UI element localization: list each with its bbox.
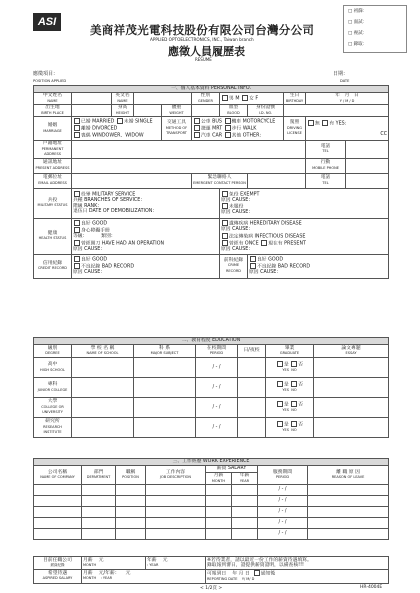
job-field[interactable] xyxy=(146,507,206,518)
annual-field[interactable] xyxy=(232,529,258,540)
label-tel: 電話 TEL xyxy=(306,141,346,159)
grad-no-checkbox[interactable] xyxy=(291,421,297,427)
thesis-field[interactable] xyxy=(314,418,389,438)
en-name-field[interactable] xyxy=(134,93,192,105)
monthly-field[interactable] xyxy=(206,518,232,529)
label-blood: 血型 BLOOD xyxy=(220,105,248,117)
pos-field[interactable] xyxy=(116,485,146,496)
weight-field[interactable] xyxy=(192,105,220,117)
work-company-header: 公司名稱 NAME OF COMPANY xyxy=(34,466,82,485)
grad-yes-checkbox[interactable] xyxy=(277,361,283,367)
table-row xyxy=(34,378,389,398)
job-field[interactable] xyxy=(146,529,206,540)
date-label-en: DATE xyxy=(340,79,350,83)
height-field[interactable] xyxy=(134,105,162,117)
label-mobile: 行動 MOBILE PHONE xyxy=(306,158,346,173)
health-good-checkbox[interactable] xyxy=(74,220,80,226)
company-name-cn: 美商祥茂光電科技股份有限公司台灣分公司 xyxy=(90,23,315,37)
widow-checkbox[interactable] xyxy=(74,132,80,138)
grad-no-checkbox[interactable] xyxy=(291,381,297,387)
label-gender: 性別 GENDER xyxy=(192,93,220,105)
name-field[interactable] xyxy=(72,93,112,105)
other-transport-checkbox[interactable] xyxy=(225,132,231,138)
monthly-field[interactable] xyxy=(206,485,232,496)
school-field[interactable] xyxy=(72,418,134,438)
label-emergency: 緊急聯絡人 EMERGENT CONTACT PERSON xyxy=(192,173,248,188)
hereditary-checkbox[interactable] xyxy=(222,220,228,226)
grad-yes-checkbox[interactable] xyxy=(277,401,283,407)
company-logo: ASI xyxy=(33,13,61,31)
daynight-field[interactable] xyxy=(238,358,266,378)
label-health: 健康 HEALTH STATUS xyxy=(34,218,72,254)
label-name: 中文姓名 NAME xyxy=(34,93,72,105)
current-month-salary[interactable]: 月薪 元 MONTH xyxy=(82,557,146,570)
work-job-header: 工作內容 JOB DESCRIPTION xyxy=(146,466,206,485)
work-pos-header: 職稱 POSITION xyxy=(116,466,146,485)
form-title: 應徵人員履歷表 xyxy=(168,45,245,58)
credit-good-checkbox[interactable] xyxy=(74,256,80,262)
work-dept-header: 部門 DEPARTMENT xyxy=(82,466,116,485)
company-field[interactable] xyxy=(34,485,82,496)
position-label-en: POSITION APPLIED xyxy=(33,79,67,83)
credit-bad-checkbox[interactable] xyxy=(74,263,80,269)
birthday-field[interactable]: 年 月 日 Y / M / D xyxy=(306,93,389,105)
reason-field[interactable] xyxy=(308,518,389,529)
thesis-field[interactable] xyxy=(314,378,389,398)
served-checkbox[interactable] xyxy=(74,191,80,197)
reason-field[interactable] xyxy=(308,529,389,540)
edu-period-header: 在校期間 PERIOD xyxy=(196,345,238,358)
annual-field[interactable] xyxy=(232,507,258,518)
form-code: HR-4004E xyxy=(360,585,383,590)
military-served[interactable]: 役畢 MILITARY SERVICE 兵種 BRANCHES OF SERVICE： 階級 RANK： 退伍日 DATE OF DEMOBILIZATION： xyxy=(72,188,220,218)
label-id: 身份證號 I.D. NO. xyxy=(248,105,284,117)
major-field[interactable] xyxy=(134,358,196,378)
company-name-en: APPLIED OPTOELECTRONICS, INC., Taiwan branch xyxy=(150,37,254,42)
period-field[interactable]: / - / xyxy=(196,418,238,438)
salary-notes: ※若待業者，請以最近一份工作的薪資待遇填寫。 錄取報到審日，證提供薪資證明，以備查核!!! xyxy=(206,557,389,570)
health-right[interactable]: 遺傳疾病 HEREDITARY DISEASE 原因 CAUSE： 法定傳染病 INFECTIOUS DISEASE 曾經有 ONCE 現在有 PRESENT 原因 CAUSE： xyxy=(220,218,389,254)
table-row xyxy=(34,518,389,529)
work-period-field[interactable]: / - / xyxy=(258,496,308,507)
work-annual-header: 年薪 YEAR xyxy=(232,473,258,485)
walk-checkbox[interactable] xyxy=(225,125,231,131)
mrt-checkbox[interactable] xyxy=(194,125,200,131)
label-birthplace: 出生地 BIRTH PLACE xyxy=(34,105,72,117)
review-initial: □ 初篩： xyxy=(348,9,368,14)
credit-options[interactable]: 良好 GOOD 不良紀錄 BAD RECORD 原因 CAUSE： xyxy=(72,254,220,278)
work-monthly-header: 月薪 MONTH xyxy=(206,473,232,485)
grad-options[interactable]: 是 否 YES NO xyxy=(266,398,314,418)
crime-bad-checkbox[interactable] xyxy=(250,263,256,269)
male-checkbox[interactable] xyxy=(222,95,228,101)
label-height: 身高 HEIGHT xyxy=(112,105,134,117)
exempt-checkbox[interactable] xyxy=(222,191,228,197)
handicap-checkbox[interactable] xyxy=(74,227,80,233)
dept-field[interactable] xyxy=(82,518,116,529)
present-checkbox[interactable] xyxy=(261,240,267,246)
school-field[interactable] xyxy=(72,358,134,378)
table-row xyxy=(34,496,389,507)
pos-field[interactable] xyxy=(116,496,146,507)
edu-level-cell: 研究所 RESEARCH INSTITUTE xyxy=(34,418,72,438)
edu-level-cell: 專科 JUNIOR COLLEGE xyxy=(34,378,72,398)
label-weight: 體重 WEIGHT xyxy=(162,105,192,117)
dept-field[interactable] xyxy=(82,485,116,496)
crime-good-checkbox[interactable] xyxy=(250,256,256,262)
position-label: 應徵項目： xyxy=(33,71,59,77)
work-experience-table xyxy=(33,458,389,540)
thesis-field[interactable] xyxy=(314,398,389,418)
education-table xyxy=(33,337,389,438)
pos-field[interactable] xyxy=(116,507,146,518)
once-checkbox[interactable] xyxy=(222,240,228,246)
aspired-salary-field[interactable]: 月薪 元/年薪： 元 MONTH : YEAR xyxy=(82,570,206,584)
label-present-address: 通訊地址 PRESENT ADDRESS xyxy=(34,158,72,173)
annual-field[interactable] xyxy=(232,496,258,507)
work-reason-header: 離 職 原 因 REASON OF LEAVE xyxy=(308,466,389,485)
annual-field[interactable] xyxy=(232,485,258,496)
monthly-field[interactable] xyxy=(206,507,232,518)
company-field[interactable] xyxy=(34,518,82,529)
gender-options[interactable]: 男 M 女 F xyxy=(220,93,284,105)
work-period-header: 服務期間 PERIOD xyxy=(258,466,308,485)
label-current-salary: 目前任職公司 薪資紀錄 xyxy=(34,557,82,570)
edu-level-cell: 高中 HIGH SCHOOL xyxy=(34,358,72,378)
edu-level-cell: 大學 COLLEGE OR UNIVERSITY xyxy=(34,398,72,418)
company-field[interactable] xyxy=(34,529,82,540)
company-field[interactable] xyxy=(34,496,82,507)
dept-field[interactable] xyxy=(82,529,116,540)
bus-checkbox[interactable] xyxy=(194,118,200,124)
edu-degree-header: 級別 DEGREE xyxy=(34,345,72,358)
label-email: 電郵位址 EMAIL ADDRESS xyxy=(34,173,72,188)
notify-checkbox[interactable] xyxy=(254,570,260,576)
work-period-field[interactable]: / - / xyxy=(258,529,308,540)
school-field[interactable] xyxy=(72,398,134,418)
grad-options[interactable]: 是 否 YES NO xyxy=(266,358,314,378)
surgery-checkbox[interactable] xyxy=(74,240,80,246)
emergency-tel-field[interactable] xyxy=(346,173,389,188)
label-aspired: 希望待遇 ASPIRED SALARY xyxy=(34,570,82,584)
label-perm-address: 戶籍地址 PERMANENT ADDRESS xyxy=(34,141,72,159)
daynight-field[interactable] xyxy=(238,398,266,418)
major-field[interactable] xyxy=(134,418,196,438)
page-number: < 1/2頁 > xyxy=(200,586,223,591)
label-license: 駕照 DRIVING LICENSE xyxy=(284,117,306,141)
daynight-field[interactable] xyxy=(238,378,266,398)
period-field[interactable]: / - / xyxy=(196,358,238,378)
grad-yes-checkbox[interactable] xyxy=(277,421,283,427)
label-crime: 前科紀錄 CRIME RECORD xyxy=(220,254,248,278)
company-field[interactable] xyxy=(34,507,82,518)
table-row xyxy=(34,418,389,438)
label-credit: 信用紀錄 CREDIT RECORD xyxy=(34,254,72,278)
grad-options[interactable]: 是 否 YES NO xyxy=(266,378,314,398)
personal-info-table xyxy=(33,85,389,279)
date-label: 日期： xyxy=(333,71,349,77)
edu-grad-header: 畢業 GRADUATE xyxy=(266,345,314,358)
edu-daynight-header: 日/夜校 xyxy=(238,345,266,358)
grad-options[interactable]: 是 否 YES NO xyxy=(266,418,314,438)
work-period-field[interactable]: / - / xyxy=(258,485,308,496)
military-exempt[interactable]: 免役 EXEMPT 原因 CAUSE： 未服役 原因 CAUSE： xyxy=(220,188,389,218)
single-checkbox[interactable] xyxy=(117,118,123,124)
report-date-field[interactable]: 可報到日 年 月 日 通知後 REPORTING DATE Y/ M/ D xyxy=(206,570,389,584)
not-served-checkbox[interactable] xyxy=(222,203,228,209)
school-field[interactable] xyxy=(72,378,134,398)
reason-field[interactable] xyxy=(308,507,389,518)
major-field[interactable] xyxy=(134,378,196,398)
label-marriage: 婚姻 MARRIAGE xyxy=(34,117,72,141)
job-field[interactable] xyxy=(146,518,206,529)
form-title-en: RESUME xyxy=(195,57,212,62)
table-row xyxy=(34,507,389,518)
perm-address-field[interactable] xyxy=(72,141,306,159)
review-second: □ 複試： xyxy=(348,31,368,36)
period-field[interactable]: / - / xyxy=(196,378,238,398)
section-education-title: 二、教育程度 EDUCATION xyxy=(34,338,389,345)
dept-field[interactable] xyxy=(82,507,116,518)
section-work-title: 三、工作經歷 WORK EXPERIENCE xyxy=(34,459,389,466)
period-field[interactable]: / - / xyxy=(196,398,238,418)
license-options[interactable]: 無 有 YES： CC xyxy=(306,117,389,141)
id-field[interactable] xyxy=(284,105,389,117)
edu-thesis-header: 論文專題 ESSAY xyxy=(314,345,389,358)
marriage-options[interactable]: 已婚 MARRIED 未婚 SINGLE 離婚 DIVORCED 喪偶 WINDOWER、WIDOW xyxy=(72,117,162,141)
label-military: 兵役 MILITARY STATUS xyxy=(34,188,72,218)
transport-options[interactable]: 公車 BUS 機車 MOTORCYCLE 捷運 MRT 步行 WALK 汽車 CAR 其他 OTHER： xyxy=(192,117,284,141)
table-row xyxy=(34,398,389,418)
salary-table xyxy=(33,556,389,584)
edu-school-header: 學 校 名 稱 NAME OF SCHOOL xyxy=(72,345,134,358)
present-address-field[interactable] xyxy=(72,158,306,173)
annual-field[interactable] xyxy=(232,518,258,529)
pos-field[interactable] xyxy=(116,518,146,529)
label-transport: 交通工具 METHOD OF TRANSPORT xyxy=(162,117,192,141)
license-no-checkbox[interactable] xyxy=(308,120,314,126)
review-interview: □ 面試： xyxy=(348,20,368,25)
birthplace-field[interactable] xyxy=(72,105,112,117)
table-row xyxy=(34,485,389,496)
label-emergency-tel: 電話 TEL xyxy=(306,173,346,188)
motorcycle-checkbox[interactable] xyxy=(225,118,231,124)
label-en-name: 英文名 NAME xyxy=(112,93,134,105)
health-left[interactable]: 良好 GOOD 身心障礙手冊 等級： 類別： 曾經開刀 HAVE HAD AN OPERATION 原因 CAUSE： xyxy=(72,218,220,254)
reason-field[interactable] xyxy=(308,496,389,507)
table-row xyxy=(34,358,389,378)
edu-major-header: 科 系 MAJOR SUBJECT xyxy=(134,345,196,358)
daynight-field[interactable] xyxy=(238,418,266,438)
label-birthday: 生日 BIRTHDAY xyxy=(284,93,306,105)
review-stamp-box xyxy=(343,5,407,53)
major-field[interactable] xyxy=(134,398,196,418)
reason-field[interactable] xyxy=(308,485,389,496)
female-checkbox[interactable] xyxy=(242,95,248,101)
thesis-field[interactable] xyxy=(314,358,389,378)
email-field[interactable] xyxy=(72,173,192,188)
work-salary-header: 薪資 SALARY xyxy=(206,466,258,473)
monthly-field[interactable] xyxy=(206,496,232,507)
grad-yes-checkbox[interactable] xyxy=(277,381,283,387)
section-personal-title: 一、個人基本資料 PERSONAL INFO. xyxy=(34,86,389,93)
work-period-field[interactable]: / - / xyxy=(258,507,308,518)
license-yes-checkbox[interactable] xyxy=(322,120,328,126)
job-field[interactable] xyxy=(146,485,206,496)
monthly-field[interactable] xyxy=(206,529,232,540)
dept-field[interactable] xyxy=(82,496,116,507)
divorced-checkbox[interactable] xyxy=(74,125,80,131)
infectious-checkbox[interactable] xyxy=(222,233,228,239)
pos-field[interactable] xyxy=(116,529,146,540)
grad-no-checkbox[interactable] xyxy=(291,361,297,367)
job-field[interactable] xyxy=(146,496,206,507)
review-hired: □ 錄取： xyxy=(348,42,368,47)
married-checkbox[interactable] xyxy=(74,118,80,124)
mobile-field[interactable] xyxy=(346,158,389,173)
grad-no-checkbox[interactable] xyxy=(291,401,297,407)
current-year-salary[interactable]: 年薪 元 : YEAR xyxy=(146,557,206,570)
car-checkbox[interactable] xyxy=(194,132,200,138)
table-row xyxy=(34,529,389,540)
emergency-field[interactable] xyxy=(248,173,306,188)
tel-field[interactable] xyxy=(346,141,389,159)
crime-options[interactable]: 良好 GOOD 不良紀錄 BAD RECORD 原因 CAUSE： xyxy=(248,254,389,278)
work-period-field[interactable]: / - / xyxy=(258,518,308,529)
